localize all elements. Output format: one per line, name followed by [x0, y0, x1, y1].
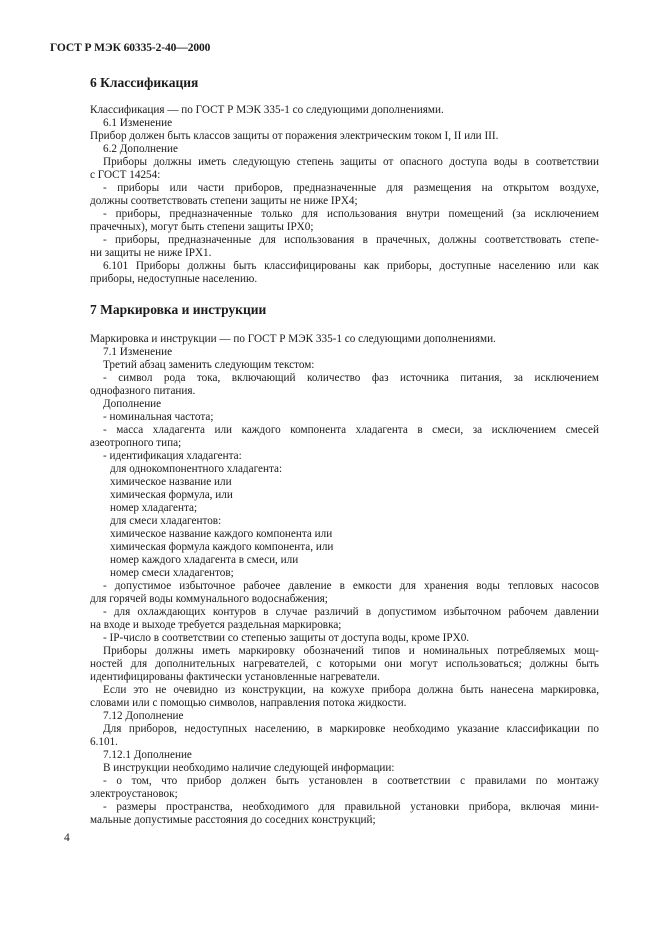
section-7-heading: 7 Маркировка и инструкции	[90, 302, 267, 317]
subsection-label: 7.12.1 Дополнение	[103, 749, 192, 761]
subsection-label: 7.1 Изменение	[103, 346, 173, 358]
paragraph: Приборы должны иметь маркировку обозначений типов и номинальных потребляемых мощ-	[103, 645, 599, 657]
list-item: - приборы, предназначенные для использования в прачечных, должны соответствовать степе-	[103, 234, 599, 246]
list-item-cont: однофазного питания.	[90, 385, 196, 397]
paragraph: Третий абзац заменить следующим текстом:	[103, 359, 315, 371]
subsection-label: Дополнение	[103, 398, 162, 410]
list-item: - о том, что прибор должен быть установлен в соответствии с правилами по монтажу	[103, 775, 599, 787]
list-item-cont: ни защиты не ниже IPX1.	[90, 247, 212, 259]
list-item: - для охлаждающих контуров в случае различий в допустимом избыточном рабочем давлении	[103, 606, 599, 618]
list-item: - символ рода тока, включающий количество фаз источника питания, за исключением	[103, 372, 599, 384]
paragraph-cont: идентифицированы фактически установленные нагреватели.	[90, 671, 380, 683]
list-item: - приборы, предназначенные только для использования внутри помещений (за исключением	[103, 208, 599, 220]
paragraph: Если это не очевидно из конструкции, на кожухе прибора должна быть нанесена маркировка,	[103, 684, 599, 696]
list-item: - идентификация хладагента:	[103, 450, 242, 462]
list-item-cont: для горячей воды коммунального водоснабжения;	[90, 593, 328, 605]
list-item: - приборы или части приборов, предназначенные для размещения на открытом воздухе,	[103, 182, 599, 194]
document-header: ГОСТ Р МЭК 60335-2-40—2000	[50, 42, 211, 54]
paragraph: 6.101 Приборы должны быть классифицированы как приборы, доступные населению или как	[103, 260, 599, 272]
list-item-cont: прачечных), могут быть степени защиты IPX0;	[90, 221, 314, 233]
sub-list-item: для однокомпонентного хладагента:	[110, 463, 283, 475]
sub-list-item: для смеси хладагентов:	[110, 515, 222, 527]
list-item: - размеры пространства, необходимого для правильной установки прибора, включая мини-	[103, 801, 599, 813]
paragraph-cont: ностей для дополнительных нагревателей, с которыми они могут использоваться; должны быть	[90, 658, 599, 670]
list-item: - IP-число в соответствии со степенью защиты от доступа воды, кроме IPX0.	[103, 632, 470, 644]
list-item-cont: должны соответствовать степени защиты не ниже IPX4;	[90, 195, 358, 207]
list-item: - масса хладагента или каждого компонента хладагента в смеси, за исключением смесей	[103, 424, 599, 436]
paragraph: Прибор должен быть классов защиты от поражения электрическим током I, II или III.	[90, 130, 499, 142]
list-item: - допустимое избыточное рабочее давление в емкости для хранения воды тепловых насосов	[103, 580, 599, 592]
sub-list-item: номер каждого хладагента в смеси, или	[110, 554, 299, 566]
page-number: 4	[64, 832, 70, 844]
list-item-cont: азеотропного типа;	[90, 437, 182, 449]
sub-list-item: номер смеси хладагентов;	[110, 567, 234, 579]
paragraph-cont: приборы, недоступные населению.	[90, 273, 258, 285]
list-item: - номинальная частота;	[103, 411, 214, 423]
subsection-label: 6.1 Изменение	[103, 117, 173, 129]
paragraph-cont: с ГОСТ 14254:	[90, 169, 161, 181]
paragraph: Для приборов, недоступных населению, в маркировке необходимо указание классификации по	[103, 723, 599, 735]
list-item-cont: электроустановок;	[90, 788, 178, 800]
paragraph-cont: 6.101.	[90, 736, 118, 748]
paragraph: В инструкции необходимо наличие следующей информации:	[103, 762, 395, 774]
subsection-label: 6.2 Дополнение	[103, 143, 178, 155]
sub-list-item: химическая формула каждого компонента, или	[110, 541, 334, 553]
list-item-cont: мальные допустимые расстояния до соседних конструкций;	[90, 814, 376, 826]
paragraph: Классификация — по ГОСТ Р МЭК 335-1 со следующими дополнениями.	[90, 104, 444, 116]
paragraph: Приборы должны иметь следующую степень защиты от опасного доступа воды в соответствии	[103, 156, 599, 168]
subsection-label: 7.12 Дополнение	[103, 710, 184, 722]
sub-list-item: номер хладагента;	[110, 502, 198, 514]
sub-list-item: химическое название или	[110, 476, 232, 488]
list-item-cont: на входе и выходе требуется раздельная маркировка;	[90, 619, 342, 631]
paragraph-cont: словами или с помощью символов, направления потока жидкости.	[90, 697, 407, 709]
sub-list-item: химическое название каждого компонента или	[110, 528, 333, 540]
section-6-heading: 6 Классификация	[90, 75, 199, 90]
sub-list-item: химическая формула, или	[110, 489, 233, 501]
paragraph: Маркировка и инструкции — по ГОСТ Р МЭК 335-1 со следующими дополнениями.	[90, 333, 496, 345]
